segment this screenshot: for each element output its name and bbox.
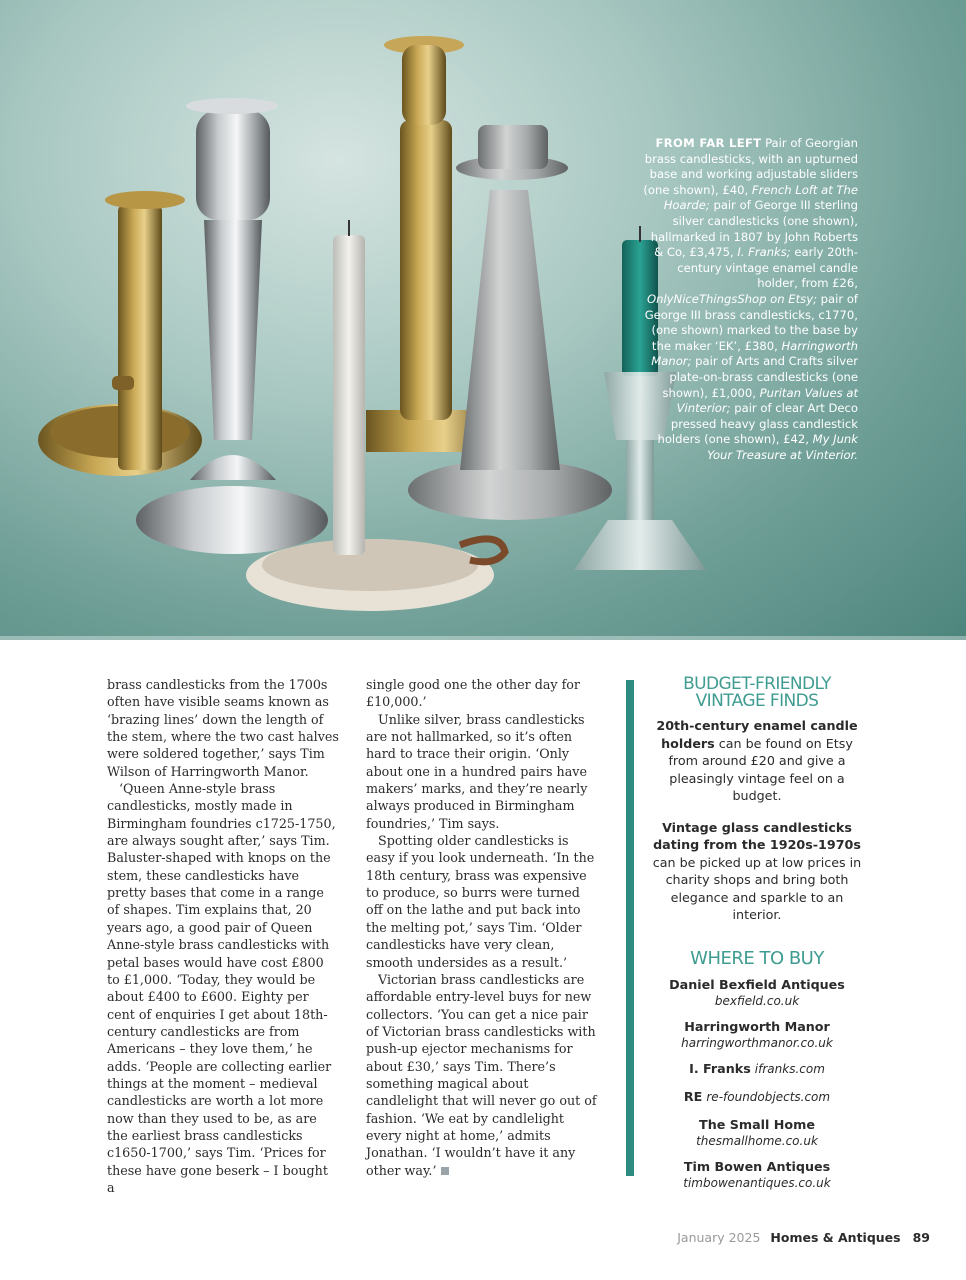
caption-lead: FROM FAR LEFT bbox=[655, 136, 762, 150]
caption-source-6: My Junk Your Treasure at Vinterior. bbox=[707, 432, 858, 462]
budget-sidebar bbox=[652, 676, 862, 1200]
shop-name: Harringworth Manor bbox=[684, 1018, 830, 1034]
where-to-buy-title: WHERE TO BUY bbox=[690, 947, 824, 969]
shop-url-link[interactable]: timbowenantiques.co.uk bbox=[683, 1175, 831, 1190]
shop-name: Daniel Bexfield Antiques bbox=[669, 976, 845, 992]
photo-caption bbox=[640, 136, 858, 463]
sidebar-accent-bar bbox=[626, 680, 634, 1176]
sidebar-tip-1-text: can be found on Etsy from around £20 and give a pleasingly vintage feel on a budget. bbox=[668, 735, 853, 803]
caption-text-5: pair of Arts and Crafts silver plate-on-brass candlesticks (one shown), £1,000, bbox=[662, 354, 858, 400]
shop-entry bbox=[652, 1158, 862, 1191]
shop-url-link[interactable]: re-foundobjects.com bbox=[706, 1089, 831, 1104]
caption-source-2: I. Franks; bbox=[737, 245, 791, 260]
sidebar-tip-2-text: can be picked up at low prices in charity shops and bring both elegance and sparkle to an interior. bbox=[652, 854, 862, 922]
shop-name: Tim Bowen Antiques bbox=[683, 1158, 831, 1174]
article-column-2 bbox=[366, 676, 600, 1179]
shop-name: The Small Home bbox=[699, 1116, 815, 1132]
sidebar-tip-1-bold: 20th-century enamel candle holders bbox=[656, 718, 858, 751]
page-footer bbox=[677, 1230, 930, 1245]
column1-paragraph-1: brass candlesticks from the 1700s often have visible seams known as ‘brazing lines’ down the length of the stem, where the two cast halves were soldered together,’ says Tim Wilson of Harringworth Manor. bbox=[107, 677, 339, 779]
sidebar-tip-1 bbox=[652, 717, 862, 805]
column2-paragraph-3: Spotting older candlesticks is easy if you look underneath. ‘In the 18th century, brass was expensive to produce, so burrs were turned off on the lathe and put back into the melting pot,’ says Tim. ‘Older candlesticks have very clean, smooth undersides as a result.’ bbox=[366, 833, 595, 970]
shop-url-link[interactable]: bexfield.co.uk bbox=[714, 993, 800, 1008]
caption-text-1: Pair of Georgian brass candlesticks, with an upturned base and working adjustable sliders (one shown), £40, bbox=[643, 136, 858, 197]
caption-source-4: Harringworth Manor; bbox=[651, 338, 858, 369]
silver-candlestick-image bbox=[136, 98, 328, 554]
shop-url-link[interactable]: ifranks.com bbox=[754, 1061, 825, 1076]
caption-source-3: OnlyNiceThingsShop on Etsy; bbox=[646, 291, 817, 306]
sidebar-tip-2-bold: Vintage glass candlesticks dating from the 1920s-1970s bbox=[653, 819, 861, 852]
column2-paragraph-4-text: Victorian brass candlesticks are affordable entry-level buys for new collectors. ‘You can get a nice pair of Victorian brass candlesticks with push-up ejector mechanisms for about £30,’ says Tim. There’s something magical about candlelight that will never go out of fashion. ‘We eat by candlelight every night at home,’ admits Jonathan. ‘I wouldn’t have it any other way.’ bbox=[366, 971, 597, 1178]
shop-entry bbox=[652, 1088, 862, 1106]
magazine-name: Homes & Antiques bbox=[770, 1230, 901, 1245]
shop-entry bbox=[652, 1018, 862, 1051]
column2-paragraph-1: single good one the other day for £10,000.’ bbox=[366, 677, 580, 710]
column2-paragraph-4 bbox=[366, 971, 600, 1179]
shop-name: I. Franks bbox=[689, 1060, 751, 1076]
caption-text-2: pair of George III sterling silver candlesticks (one shown), hallmarked in 1807 by John Roberts & Co, £3,475, bbox=[650, 198, 858, 260]
shop-url-link[interactable]: harringworthmanor.co.uk bbox=[681, 1035, 833, 1050]
shop-entry bbox=[652, 976, 862, 1009]
end-mark-icon bbox=[441, 1167, 449, 1175]
issue-date: January 2025 bbox=[677, 1230, 761, 1245]
column1-paragraph-2: ‘Queen Anne-style brass candlesticks, mostly made in Birmingham foundries c1725-1750, are always sought after,’ says Tim. Baluster-shaped with knops on the stem, these candlesticks have pretty bases that come in a range of shapes. Tim explains that, 20 years ago, a good pair of Queen Anne-style brass candlesticks with petal bases would have cost £800 to £1,000. ‘Today, they would be about £400 to £600. Eighty per cent of enquiries I get about 18th-century candlesticks are from Americans – they love them,’ he adds. ‘People are collecting earlier things at the moment – medieval candlesticks are worth a lot more now than they used to be, as are the earliest brass candlesticks c1650-1700,’ says Tim. ‘Prices for these have gone beserk – I bought a bbox=[107, 781, 336, 1195]
caption-source-5: Puritan Values at Vinterior; bbox=[676, 385, 858, 416]
caption-text-4: pair of George III brass candlesticks, c1770, (one shown) marked to the base by the maker ‘EK’, £380, bbox=[644, 291, 858, 353]
sidebar-tip-2 bbox=[652, 819, 862, 924]
caption-source-1: French Loft at The Hoarde; bbox=[663, 182, 858, 213]
shop-entry bbox=[652, 1060, 862, 1078]
shop-name: RE bbox=[683, 1088, 703, 1104]
article-column-1 bbox=[107, 676, 339, 1196]
caption-text-6: pair of clear Art Deco pressed heavy glass candlestick holders (one shown), £42, bbox=[657, 401, 858, 447]
sidebar-title-line2: VINTAGE FINDS bbox=[695, 691, 819, 711]
sidebar-title-line1: BUDGET-FRIENDLY bbox=[683, 674, 831, 694]
column2-paragraph-2: Unlike silver, brass candlesticks are not hallmarked, so it’s often hard to trace their origin. ‘Only about one in a hundred pairs have makers’ marks, and they’re nearly always produced in Birmingham foundries,’ Tim says. bbox=[366, 711, 588, 831]
page-number: 89 bbox=[912, 1230, 930, 1245]
brass-chamberstick-image bbox=[38, 191, 202, 476]
shop-url-link[interactable]: thesmallhome.co.uk bbox=[696, 1133, 818, 1148]
caption-text-3: early 20th-century vintage enamel candle holder, from £26, bbox=[677, 245, 858, 291]
shop-entry bbox=[652, 1116, 862, 1149]
